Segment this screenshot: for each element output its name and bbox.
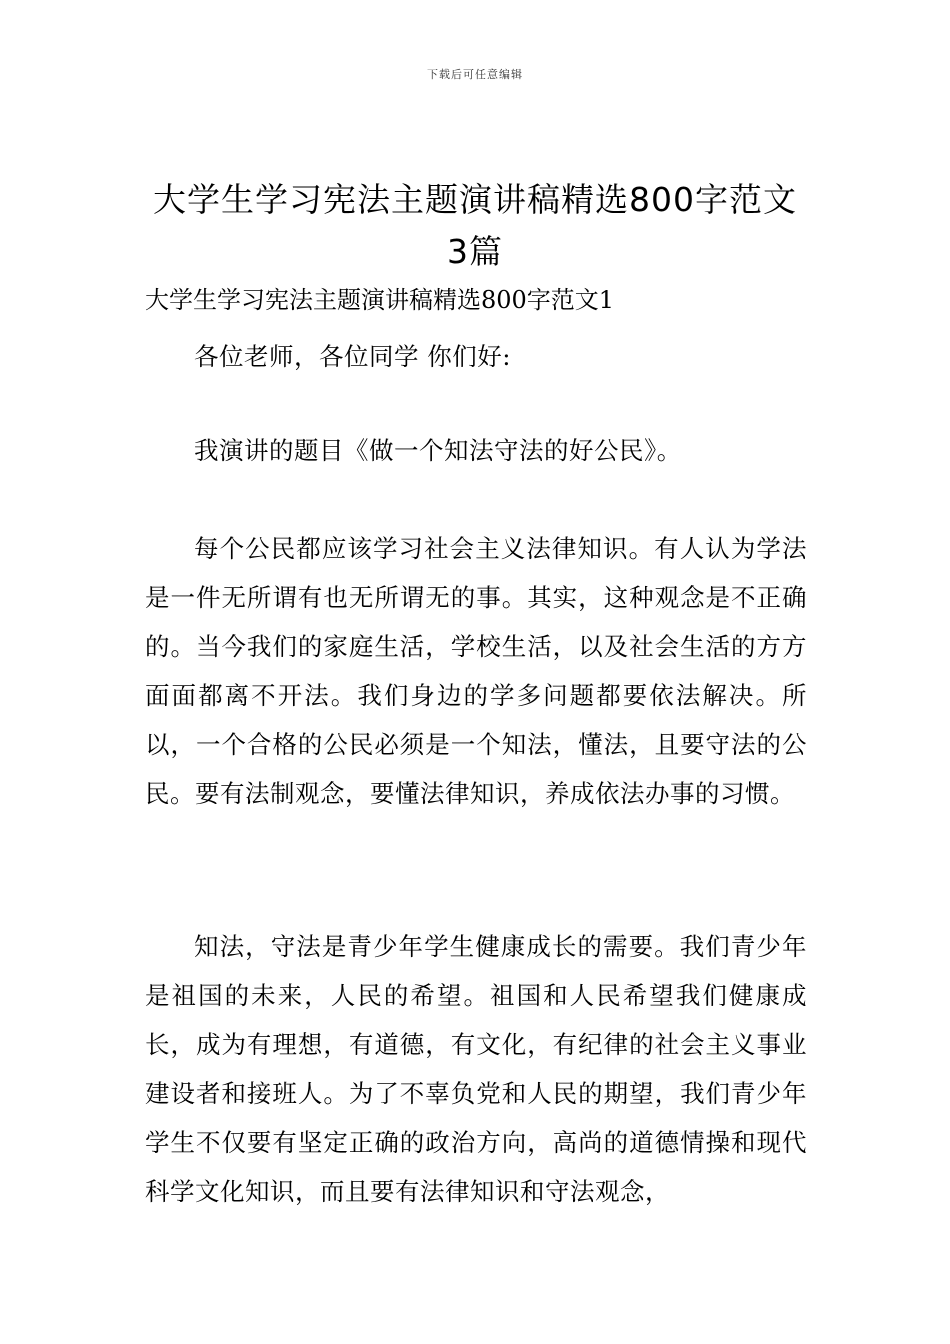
header-note: 下载后可任意编辑	[427, 68, 523, 81]
paragraph-body-1: 每个公民都应该学习社会主义法律知识。有人认为学法是一件无所谓有也无所谓无的事。其实，这种观念是不正确的。当今我们的家庭生活，学校生活，以及社会生活的方方面面都离不开法。我们身边的学多问题都要依法解决。所以，一个合格的公民必须是一个知法，懂法，且要守法的公民。要有法制观念，要懂法律知识，养成依法办事的习惯。	[145, 534, 807, 808]
document-subtitle: 大学生学习宪法主题演讲稿精选800字范文1	[145, 286, 615, 314]
document-title: 大学生学习宪法主题演讲稿精选800字范文3篇	[153, 180, 797, 271]
paragraph-greeting: 各位老师，各位同学 你们好:	[194, 342, 512, 371]
paragraph-body-2: 知法，守法是青少年学生健康成长的需要。我们青少年是祖国的未来，人民的希望。祖国和人民希望我们健康成长，成为有理想，有道德，有文化，有纪律的社会主义事业建设者和接班人。为了不辜负党和人民的期望，我们青少年学生不仅要有坚定正确的政治方向，高尚的道德情操和现代科学文化知识，而且要有法律知识和守法观念，	[145, 932, 807, 1206]
paragraph-topic: 我演讲的题目《做一个知法守法的好公民》。	[194, 436, 682, 465]
